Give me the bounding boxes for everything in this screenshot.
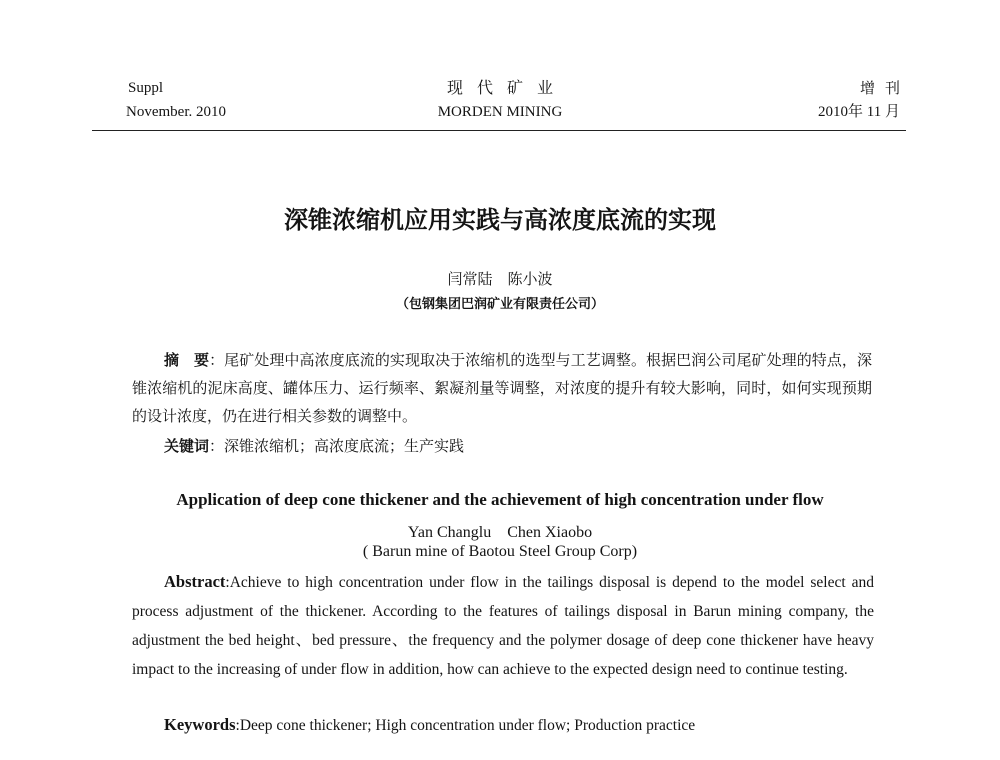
abstract-cn-text: 尾矿处理中高浓度底流的实现取决于浓缩机的选型与工艺调整。根据巴润公司尾矿处理的特点，深锥浓缩机的泥床高度、罐体压力、运行频率、絮凝剂量等调整，对浓度的提升有较大影响，同时，如何实现预期的设计浓度，仍在进行相关参数的调整中。 <box>132 351 872 425</box>
keywords-en-text: Deep cone thickener; High concentration under flow; Production practice <box>239 717 696 734</box>
abstract-en-label: Abstract <box>164 572 226 591</box>
abstract-cn-label: 摘 要 <box>164 351 210 369</box>
keywords-en-separator: : <box>235 717 240 734</box>
header-divider <box>92 130 906 131</box>
paper-title-en: Application of deep cone thickener and the achievement of high concentration under flow <box>176 490 824 509</box>
abstract-cn-separator: ： <box>209 351 225 369</box>
authors-cn: 闫常陆 陈小波 <box>447 270 553 288</box>
keywords-en-label: Keywords <box>164 715 236 734</box>
paper-title-cn: 深锥浓缩机应用实践与高浓度底流的实现 <box>284 205 716 234</box>
abstract-en-separator: : <box>225 574 230 591</box>
supplement-label-cn: 增刊 <box>859 79 910 97</box>
affiliation-cn: （包钢集团巴润矿业有限责任公司） <box>395 297 604 312</box>
affiliation-en: ( Barun mine of Baotou Steel Group Corp) <box>362 543 638 560</box>
issue-date-cn: 2010年 11 月 <box>818 104 900 120</box>
keywords-cn <box>164 432 464 460</box>
journal-issue-info <box>818 76 910 124</box>
supplement-label: Suppl <box>128 80 164 96</box>
keywords-en <box>164 711 695 740</box>
abstract-en-text: Achieve to high concentration under flow in the tailings disposal is depend to the model select and process adjustment of the thickener. According to the features of tailings disposal in Barun mining company, the adjustment the bed height、bed pressure、the frequency and the polymer dosage of deep cone thickener have heavy impact to the increasing of under flow in addition, how can achieve to the expected design need to continue testing. <box>132 574 874 678</box>
keywords-cn-label: 关键词 <box>164 437 210 455</box>
journal-name <box>400 76 600 124</box>
journal-supplement-info <box>126 76 226 124</box>
journal-name-cn: 现代矿业 <box>446 78 567 97</box>
keywords-cn-text: 深锥浓缩机；高浓度底流；生产实践 <box>224 437 465 455</box>
keywords-cn-separator: ： <box>209 437 225 455</box>
issue-date-en: November. 2010 <box>126 104 226 120</box>
abstract-cn <box>132 346 872 430</box>
authors-en: Yan Changlu Chen Xiaobo <box>407 524 593 541</box>
journal-name-en: MORDEN MINING <box>437 104 563 120</box>
abstract-en <box>132 567 874 684</box>
